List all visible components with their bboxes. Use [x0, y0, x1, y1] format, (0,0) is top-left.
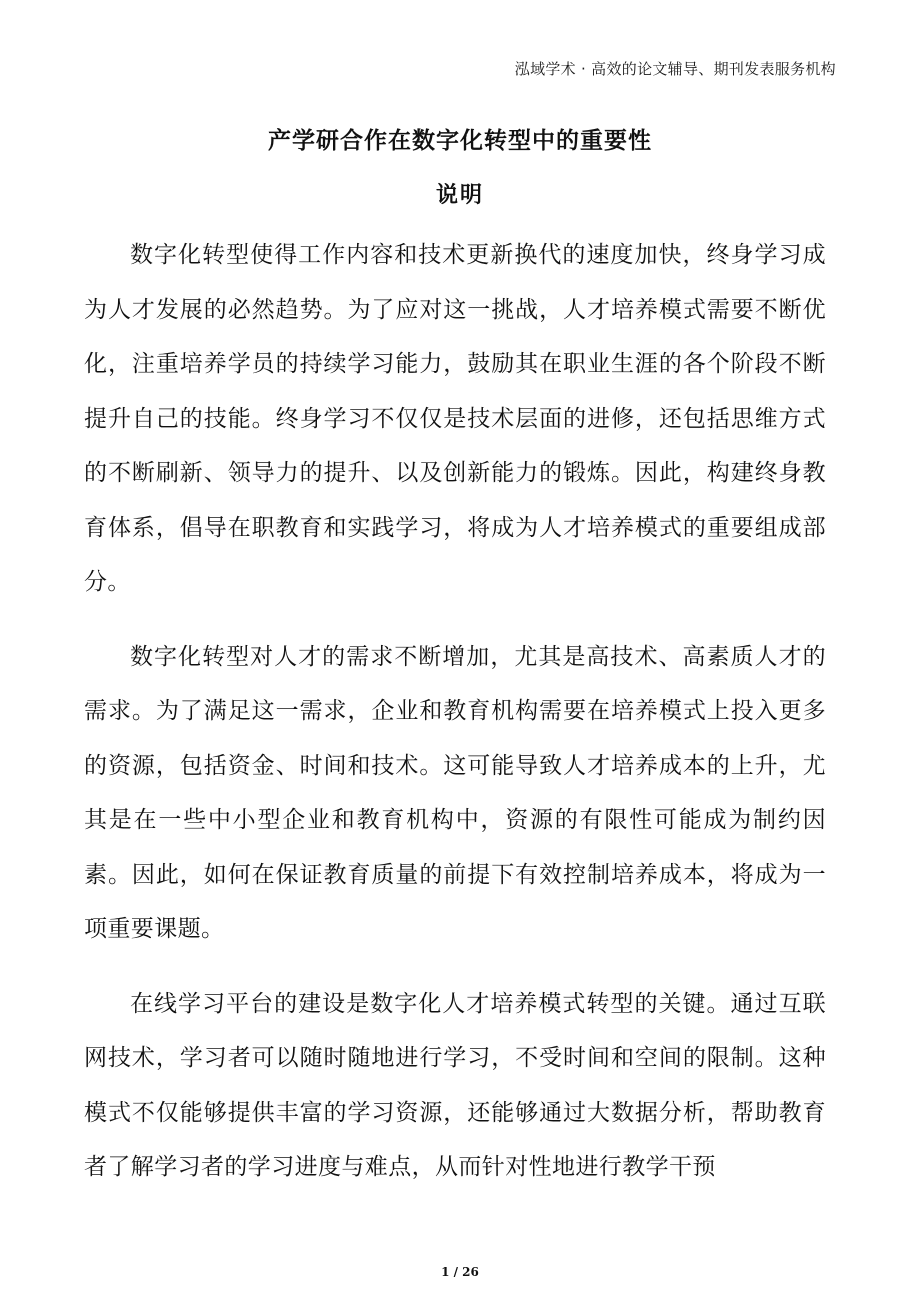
document-body [84, 228, 826, 1215]
paragraph: 数字化转型使得工作内容和技术更新换代的速度加快，终身学习成为人才发展的必然趋势。为了应对这一挑战，人才培养模式需要不断优化，注重培养学员的持续学习能力，鼓励其在职业生涯的各个阶段不断提升自己的技能。终身学习不仅仅是技术层面的进修，还包括思维方式的不断刷新、领导力的提升、以及创新能力的锻炼。因此，构建终身教育体系，倡导在职教育和实践学习，将成为人才培养模式的重要组成部分。 [84, 242, 826, 595]
paragraph: 在线学习平台的建设是数字化人才培养模式转型的关键。通过互联网技术，学习者可以随时随地进行学习，不受时间和空间的限制。这种模式不仅能够提供丰富的学习资源，还能够通过大数据分析，帮助教育者了解学习者的学习进度与难点，从而针对性地进行教学干预 [84, 990, 826, 1180]
page-header: 泓域学术 · 高效的论文辅导、期刊发表服务机构 [514, 60, 836, 78]
document-title: 产学研合作在数字化转型中的重要性 [268, 128, 652, 154]
page-number: 1 / 26 [441, 1265, 479, 1279]
paragraph: 数字化转型对人才的需求不断增加，尤其是高技术、高素质人才的需求。为了满足这一需求，企业和教育机构需要在培养模式上投入更多的资源，包括资金、时间和技术。这可能导致人才培养成本的上升，尤其是在一些中小型企业和教育机构中，资源的有限性可能成为制约因素。因此，如何在保证教育质量的前提下有效控制培养成本，将成为一项重要课题。 [84, 643, 826, 942]
section-heading: 说明 [435, 183, 484, 208]
